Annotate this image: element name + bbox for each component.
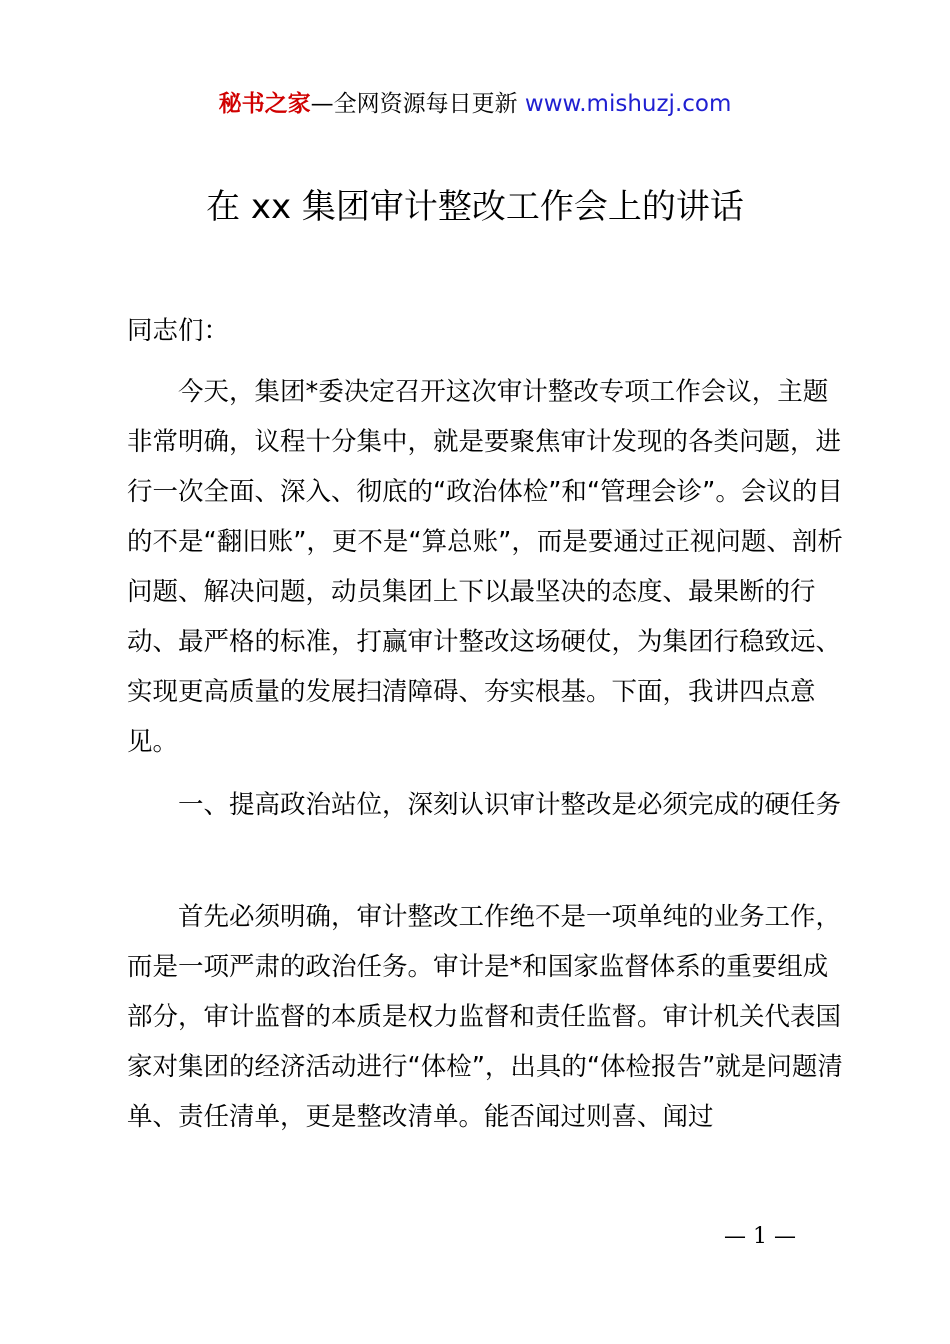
brand-name: 秘书之家 (218, 91, 311, 117)
header-slogan: —全网资源每日更新 (310, 91, 525, 117)
section-heading-1: 一、提高政治站位，深刻认识审计整改是必须完成的硬任务 (178, 790, 842, 820)
paragraph-intro: 今天，集团*委决定召开这次审计整改专项工作会议，主题非常明确，议程十分集中，就是要聚焦审计发现的各类问题，进行一次全面、深入、彻底的“政治体检”和“管理会诊”。会议的目的不是“翻旧账”，更不是“算总账”，而是要通过正视问题、剖析问题、解决问题，动员集团上下以最坚决的态度、最果断的行动、最严格的标准，打赢审计整改这场硬仗，为集团行稳致远、实现更高质量的发展扫清障碍、夯实根基。下面，我讲四点意见。 (127, 377, 843, 757)
paragraph-section-1: 首先必须明确，审计整改工作绝不是一项单纯的业务工作，而是一项严肃的政治任务。审计是*和国家监督体系的重要组成部分，审计监督的本质是权力监督和责任监督。审计机关代表国家对集团的经济活动进行“体检”，出具的“体检报告”就是问题清单、责任清单，更是整改清单。能否闻过则喜、闻过 (127, 902, 843, 1132)
site-header (0, 86, 950, 122)
page-number: — 1 — (724, 1224, 796, 1249)
document-title: 在 xx 集团审计整改工作会上的讲话 (206, 187, 744, 227)
greeting: 同志们： (127, 316, 230, 346)
site-url-link[interactable]: www.mishuzj.com (524, 91, 732, 117)
